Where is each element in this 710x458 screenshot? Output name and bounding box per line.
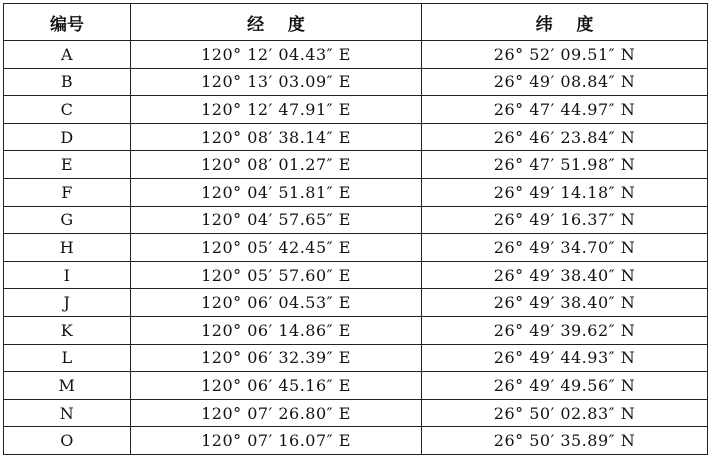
cell-id: B [4,68,131,96]
cell-longitude: 120° 04′ 51.81″ E [131,178,422,206]
cell-latitude: 26° 49′ 14.18″ N [422,178,708,206]
table-row [4,41,708,69]
cell-latitude: 26° 49′ 08.84″ N [422,68,708,96]
header-latitude: 纬 度 [422,4,708,41]
cell-longitude: 120° 05′ 57.60″ E [131,261,422,289]
cell-latitude: 26° 50′ 35.89″ N [422,427,708,455]
cell-latitude: 26° 50′ 02.83″ N [422,399,708,427]
table-row [4,151,708,179]
coordinates-table [3,3,708,455]
table-body [4,41,708,455]
cell-id: L [4,344,131,372]
table-row [4,68,708,96]
table-row [4,344,708,372]
cell-longitude: 120° 07′ 26.80″ E [131,399,422,427]
cell-latitude: 26° 47′ 44.97″ N [422,96,708,124]
cell-id: K [4,316,131,344]
cell-longitude: 120° 06′ 45.16″ E [131,372,422,400]
cell-latitude: 26° 49′ 34.70″ N [422,234,708,262]
table-row [4,96,708,124]
table-row [4,178,708,206]
table-row [4,427,708,455]
cell-longitude: 120° 06′ 04.53″ E [131,289,422,317]
cell-longitude: 120° 08′ 01.27″ E [131,151,422,179]
table-row [4,206,708,234]
cell-id: J [4,289,131,317]
cell-id: I [4,261,131,289]
cell-longitude: 120° 07′ 16.07″ E [131,427,422,455]
table-row [4,316,708,344]
cell-id: F [4,178,131,206]
table-row [4,372,708,400]
cell-id: A [4,41,131,69]
cell-longitude: 120° 13′ 03.09″ E [131,68,422,96]
header-longitude: 经 度 [131,4,422,41]
cell-latitude: 26° 49′ 16.37″ N [422,206,708,234]
table-row [4,261,708,289]
table-row [4,234,708,262]
table-row [4,289,708,317]
cell-latitude: 26° 49′ 49.56″ N [422,372,708,400]
cell-longitude: 120° 12′ 47.91″ E [131,96,422,124]
cell-longitude: 120° 05′ 42.45″ E [131,234,422,262]
table-row [4,399,708,427]
cell-latitude: 26° 47′ 51.98″ N [422,151,708,179]
cell-latitude: 26° 49′ 38.40″ N [422,289,708,317]
cell-longitude: 120° 04′ 57.65″ E [131,206,422,234]
cell-longitude: 120° 06′ 32.39″ E [131,344,422,372]
cell-id: H [4,234,131,262]
cell-id: G [4,206,131,234]
cell-longitude: 120° 08′ 38.14″ E [131,123,422,151]
cell-longitude: 120° 12′ 04.43″ E [131,41,422,69]
cell-latitude: 26° 46′ 23.84″ N [422,123,708,151]
header-row [4,4,708,41]
cell-latitude: 26° 49′ 38.40″ N [422,261,708,289]
cell-id: M [4,372,131,400]
cell-latitude: 26° 52′ 09.51″ N [422,41,708,69]
table-row [4,123,708,151]
cell-id: O [4,427,131,455]
cell-longitude: 120° 06′ 14.86″ E [131,316,422,344]
cell-id: C [4,96,131,124]
header-id: 编号 [4,4,131,41]
cell-latitude: 26° 49′ 44.93″ N [422,344,708,372]
cell-id: D [4,123,131,151]
cell-id: E [4,151,131,179]
table-header [4,4,708,41]
cell-id: N [4,399,131,427]
cell-latitude: 26° 49′ 39.62″ N [422,316,708,344]
